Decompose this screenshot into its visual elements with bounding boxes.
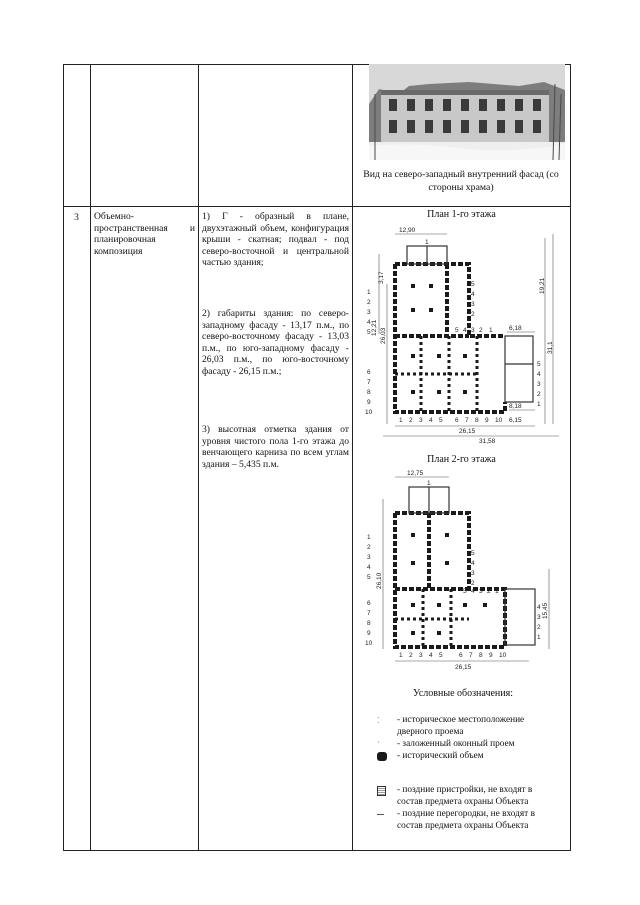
plan2-bottom-label: 7 <box>469 652 473 659</box>
plan1-right-label: 4 <box>537 371 541 378</box>
legend-item-historic <box>397 751 567 763</box>
plan1-left-label: 4 <box>367 319 371 326</box>
plan1-dim-right-outer: 19,21 <box>539 277 546 294</box>
plan1-right-label: 3 <box>537 381 541 388</box>
row-separator <box>63 206 571 207</box>
photo-caption: Вид на северо-западный внутренний фасад (со стороны храма) <box>363 169 559 193</box>
plan1-right-label: 1 <box>537 401 541 408</box>
plan2-dim-top: 12,75 <box>407 470 424 477</box>
plan2-left-label: 7 <box>367 610 371 617</box>
plan1-midrow-label: 5 <box>455 327 459 334</box>
plan2-left-label: 4 <box>367 564 371 571</box>
plan1-left-label: 7 <box>367 379 371 386</box>
section-title-line: Объемно- <box>94 211 134 222</box>
historic-volume-icon <box>377 752 387 761</box>
plan1-bottom-label: 6 <box>455 417 459 424</box>
plan2-bottom-label: 9 <box>489 652 493 659</box>
plan2-mid-label: 5 <box>471 550 475 557</box>
plan1-left-label: 5 <box>367 329 371 336</box>
plan1-top-tag: 1 <box>425 239 429 246</box>
section-title-line: композиция <box>94 245 143 257</box>
plan2-right-label: 2 <box>537 624 541 631</box>
plan2-left-label: 6 <box>367 600 371 607</box>
table-border-right <box>570 64 571 851</box>
facade-photo-image <box>369 64 565 160</box>
legend-title: Условные обозначения: <box>412 688 513 699</box>
section-title-line: планировочная <box>94 234 156 246</box>
plan2-dim-right: 15,45 <box>542 602 549 619</box>
legend-item-text: состав предмета охраны Объекта <box>397 820 529 831</box>
plan1-dim-left-outer: 12,21 <box>371 319 378 336</box>
plan1-midrow-label: 4 <box>463 327 467 334</box>
plan2-bottom-label: 3 <box>419 652 423 659</box>
plan1-midrow-label: 3 <box>471 327 475 334</box>
description-p2: 2) габариты здания: по северо-западному фасаду - 13,17 п.м., по северо-восточному фасаду - 13,03 п.м., по юго-западному фасаду - 26,03 п.м., по юго-восточному фасаду - 26,15 п.м.; <box>202 308 349 377</box>
plan2-drawing <box>359 469 567 679</box>
plan2-bottom-label: 5 <box>439 652 443 659</box>
plan2-mid-label: 3 <box>471 570 475 577</box>
legend-item-text: - историческое местоположение <box>397 715 525 725</box>
plan1-bottom-label: 9 <box>485 417 489 424</box>
plan2-mid-label: 2 <box>471 580 475 587</box>
facade-photo <box>369 64 565 160</box>
plan2-mid-label: 4 <box>471 560 475 567</box>
plan1-dim-wing-bottom: 6,15 <box>509 417 522 424</box>
plan1-mid-label: 5 <box>471 281 475 288</box>
plan2-midrow-label: 4 <box>471 588 475 595</box>
plan2-midrow-label: 1 <box>495 588 499 595</box>
plan2-dim-left: 26,10 <box>376 572 383 589</box>
plan2-title: План 2-го этажа <box>427 454 496 465</box>
plan1-left-label: 2 <box>367 299 371 306</box>
table-divider-2 <box>198 64 199 851</box>
plan1-right-label: 5 <box>537 361 541 368</box>
plan1-bottom-label: 4 <box>429 417 433 424</box>
plan2-top-tag: 1 <box>427 480 431 487</box>
plan1-left-label: 1 <box>367 289 371 296</box>
plan2-midrow-label: 3 <box>479 588 483 595</box>
plan2-left-label: 3 <box>367 554 371 561</box>
plan1-bottom-label: 2 <box>409 417 413 424</box>
plan2-bottom-label: 4 <box>429 652 433 659</box>
plan1-dim-right-small: 8,18 <box>509 403 522 410</box>
plan1-left-label: 9 <box>367 399 371 406</box>
section-title <box>94 211 195 257</box>
plan2-right-label: 4 <box>537 604 541 611</box>
plan1-left-label: 6 <box>367 369 371 376</box>
plan2-bottom-label: 1 <box>399 652 403 659</box>
legend-item-text: - заложенный оконный проем <box>397 739 515 749</box>
section-title-line: пространственная и <box>94 222 195 234</box>
table-border-left <box>63 64 64 851</box>
plan1-mid-label: 4 <box>471 291 475 298</box>
door-dotted-icon: ⁚ <box>377 716 380 725</box>
plan1-dim-right-total: 31,1 <box>547 341 554 354</box>
plan2-left-label: 9 <box>367 630 371 637</box>
plan2-bottom-label: 8 <box>479 652 483 659</box>
partition-line-icon <box>377 814 384 815</box>
plan1-right-label: 2 <box>537 391 541 398</box>
plan1-dim-wing: 6,18 <box>509 325 522 332</box>
plan2-dim-bottom: 26,15 <box>455 664 472 671</box>
plan1-bottom-label: 10 <box>495 417 503 424</box>
plan2-midrow-label: 5 <box>463 588 467 595</box>
legend-item-window <box>377 738 567 751</box>
legend-item-text: - поздние пристройки, не входят в <box>397 785 533 795</box>
document-table <box>63 64 571 851</box>
plan1-bottom-label: 1 <box>399 417 403 424</box>
legend-item-annex <box>397 785 567 808</box>
plan2-midrow-label: 2 <box>487 588 491 595</box>
plan1-left-label: 10 <box>365 409 373 416</box>
plan2-bottom-label: 10 <box>499 652 507 659</box>
legend-item-partition <box>397 809 567 832</box>
legend-item-text: дверного проема <box>397 726 464 737</box>
plan2-left-label: 2 <box>367 544 371 551</box>
plan1-drawing <box>359 224 567 446</box>
plan1-midrow-label: 1 <box>489 327 493 334</box>
plan1-mid-label: 3 <box>471 301 475 308</box>
plan1-mid-label: 2 <box>471 311 475 318</box>
plan1-dim-bottom-inner: 26,15 <box>459 428 476 435</box>
plan1-left-label: 8 <box>367 389 371 396</box>
plan1-left-label: 3 <box>367 309 371 316</box>
window-dash-icon: · <box>377 738 381 748</box>
plan2-bottom-label: 6 <box>459 652 463 659</box>
plan1-bottom-label: 8 <box>475 417 479 424</box>
plan2-left-label: 1 <box>367 534 371 541</box>
legend-item-door <box>377 715 567 738</box>
plan2-left-label: 5 <box>367 574 371 581</box>
plan1-dim-left-inner: 26,03 <box>380 327 387 344</box>
table-divider-1 <box>90 64 91 851</box>
description-p3: 3) высотная отметка здания от уровня чистого пола 1-го этажа до венчающего карниза по всем углам здания – 5,435 п.м. <box>202 424 349 470</box>
plan1-bottom-label: 3 <box>419 417 423 424</box>
plan1-dim-bottom-total: 31,58 <box>479 438 496 445</box>
annex-hatch-icon <box>377 786 386 796</box>
plan2-bottom-label: 2 <box>409 652 413 659</box>
plan1-title: План 1-го этажа <box>427 209 496 220</box>
plan2-left-label: 10 <box>365 640 373 647</box>
plan1-bottom-label: 7 <box>465 417 469 424</box>
plan1-dim-top: 12,90 <box>399 227 416 234</box>
legend-item-text: - поздние перегородки, не входят в <box>397 809 535 819</box>
plan1-bottom-label: 5 <box>439 417 443 424</box>
plan1-dim-small: 3,17 <box>378 271 385 284</box>
plan1-midrow-label: 2 <box>479 327 483 334</box>
plan2-right-label: 1 <box>537 634 541 641</box>
legend-item-text: состав предмета охраны Объекта <box>397 796 529 807</box>
description-p1: 1) Г - образный в плане, двухэтажный объем, конфигурация крыши - скатная; подвал - под северо-восточной и центральной частью здания; <box>202 211 349 269</box>
row-number: 3 <box>74 212 79 223</box>
legend-item-text: - исторический объем <box>397 751 484 761</box>
plan2-left-label: 8 <box>367 620 371 627</box>
plan2-right-label: 3 <box>537 614 541 621</box>
table-border-bottom <box>63 850 571 851</box>
